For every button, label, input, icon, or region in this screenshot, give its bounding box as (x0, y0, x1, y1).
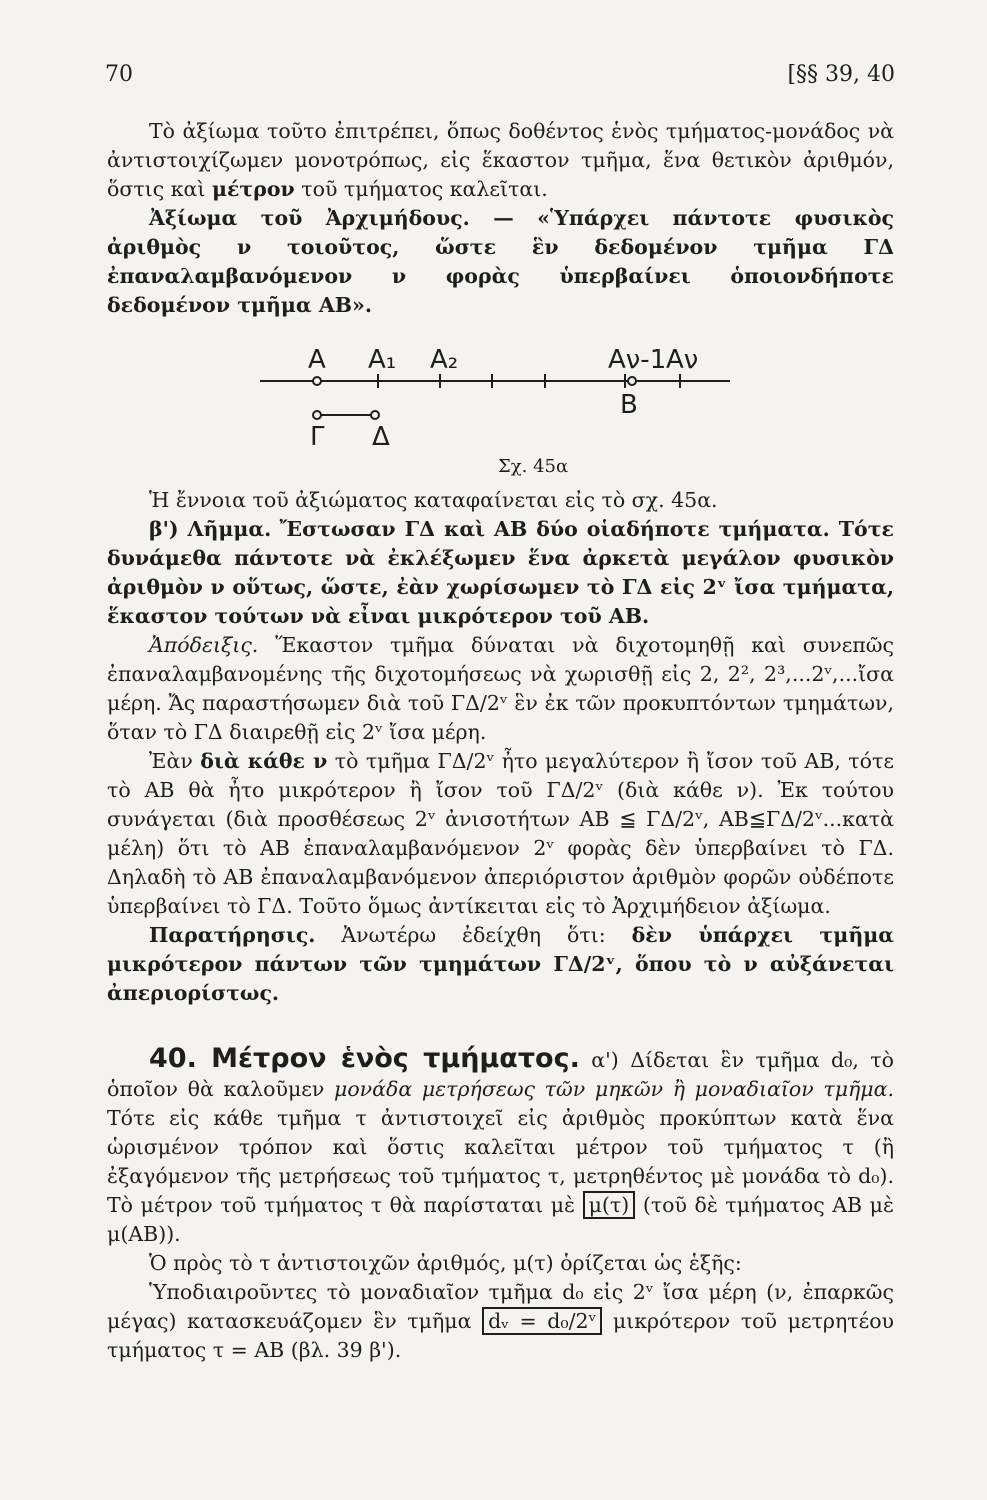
axiom-text: Ἀξίωμα τοῦ Ἀρχιμήδους. — «Ὑπάρχει πάντοτε φυσικὸς ἀριθμὸς ν τοιοῦτος, ὥστε ἓν δεδομένον τμῆμα ΓΔ ἐπαναλαμβανόμενον ν φορὰς ὑπερβαίνει ὁποιονδήποτε δεδομένον τμῆμα ΑΒ». (107, 206, 894, 317)
dv-formula-box: dᵥ = d₀/2ᵛ (482, 1307, 602, 1335)
subdivision-text-a: Ὑποδιαιροῦντες τὸ μοναδιαῖον τμῆμα d₀ εἰς 2ᵛ ἴσα μέρη (ν, ἐπαρκῶς μέγας) κατασκευάζομεν ἓν τμῆμα (107, 1280, 894, 1333)
page-header (105, 62, 895, 90)
label-anm1: Αν-1 (608, 345, 667, 375)
proof-label: Ἀπόδειξις. (149, 633, 259, 657)
paragraph-axiom (107, 204, 894, 320)
text-block-section-40 (107, 1044, 894, 1365)
remark-bold: δὲν ὑπάρχει τμῆμα μικρότερον πάντων τῶν τμημάτων ΓΔ/2ᵛ, ὅπου τὸ ν αὐξάνεται ἀπεριορίστως. (107, 923, 894, 1005)
paragraph-remark (107, 921, 894, 1008)
figure-caption: Σχ. 45α (498, 456, 569, 477)
section-reference: [§§ 39, 40 (787, 62, 895, 87)
paragraph-figure-ref: Ἡ ἔννοια τοῦ ἀξιώματος καταφαίνεται εἰς τὸ σχ. 45α. (149, 488, 718, 512)
argument-start: Ἐὰν (149, 749, 193, 773)
paragraph-lemma (107, 515, 894, 631)
text-block-middle (107, 486, 894, 1008)
label-g: Γ (310, 422, 325, 452)
section-40-text-b: Τότε εἰς κάθε τμῆμα τ ἀντιστοιχεῖ εἰς ἀριθμὸς προκύπτων κατὰ ἕνα ὡρισμένον τρόπον καὶ ὅστις καλεῖται μέτρον τοῦ τμήματος τ (ἢ ἐξαγόμενον τῆς μετρήσεως τοῦ τμήματος τ, μετρηθέντος μὲ μονάδα τὸ d₀). Τὸ μέτρον τοῦ τμήματος τ θὰ παρίσταται μὲ (107, 1106, 894, 1217)
lemma-text: Ἔστωσαν ΓΔ καὶ ΑΒ δύο οἱαδήποτε τμήματα. Τότε δυνάμεθα πάντοτε νὰ ἐκλέξωμεν ἕνα ἀρκετὰ μεγάλον φυσικὸν ἀριθμὸν ν οὕτως, ὥστε, ἐὰν χωρίσωμεν τὸ ΓΔ εἰς 2ᵛ ἴσα τμήματα, ἕκαστον τούτων νὰ εἶναι μικρότερον τοῦ ΑΒ. (107, 517, 894, 628)
label-d: Δ (372, 422, 390, 452)
paragraph-proof (107, 631, 894, 747)
intro-text: Τὸ ἀξίωμα τοῦτο ἐπιτρέπει, ὅπως δοθέντος ἑνὸς τμήματος-μονάδος νὰ ἀντιστοιχίζωμεν μονοτρόπως, εἰς ἕκαστον τμῆμα, ἕνα θετικὸν ἀριθμόν, ὅστις καὶ (107, 119, 894, 201)
point-b (628, 377, 636, 385)
paragraph-argument (107, 747, 894, 921)
point-a (313, 377, 321, 385)
text-block-top (107, 117, 894, 320)
label-a: Α (308, 345, 326, 375)
intro-end: τοῦ τμήματος καλεῖται. (301, 177, 548, 201)
page-number: 70 (105, 62, 133, 87)
measure-symbol-box: μ(τ) (583, 1191, 636, 1219)
lemma-label: β') Λῆμμα. (149, 517, 272, 541)
section-40-title: 40. Μέτρον ἑνὸς τμήματος. (149, 1043, 580, 1074)
label-a2: Α₂ (430, 345, 459, 375)
point-d (371, 411, 379, 419)
label-an: Αν (666, 345, 699, 375)
figure-45a (260, 345, 740, 482)
point-g (313, 411, 321, 419)
paragraph-subdivision (107, 1278, 894, 1365)
argument-bold: διὰ κάθε ν (200, 749, 328, 773)
paragraph-intro (107, 117, 894, 204)
paragraph-definition: Ὁ πρὸς τὸ τ ἀντιστοιχῶν ἀριθμός, μ(τ) ὁρίζεται ὡς ἑξῆς: (149, 1251, 742, 1275)
proof-text: Ἕκαστον τμῆμα δύναται νὰ διχοτομηθῇ καὶ συνεπῶς ἐπαναλαμβανομένης τῆς διχοτομήσεως νὰ χωρισθῇ εἰς 2, 2², 2³,...2ᵛ,...ἴσα μέρη. Ἄς παραστήσωμεν διὰ τοῦ ΓΔ/2ᵛ ἓν ἐκ τῶν προκυπτόντων τμημάτων, ὅταν τὸ ΓΔ διαιρεθῇ εἰς 2ᵛ ἴσα μέρη. (107, 633, 894, 744)
label-b: Β (620, 390, 638, 420)
section-40-text-a: α') Δίδεται ἓν τμῆμα d₀, τὸ ὁποῖον θὰ καλοῦμεν (107, 1048, 894, 1101)
remark-label: Παρατήρησις. (149, 923, 316, 947)
label-a1: Α₁ (368, 345, 397, 375)
argument-text: τὸ τμῆμα ΓΔ/2ᵛ ἦτο μεγαλύτερον ἢ ἴσον τοῦ ΑΒ, τότε τὸ ΑΒ θὰ ἦτο μικρότερον ἢ ἴσον τοῦ ΓΔ/2ᵛ (διὰ κάθε ν). Ἐκ τούτου συνάγεται (διὰ προσθέσεως 2ᵛ ἀνισοτήτων ΑΒ ≦ ΓΔ/2ᵛ, ΑΒ≦ΓΔ/2ᵛ...κατὰ μέλη) ὅτι τὸ ΑΒ ἐπαναλαμβανόμενον 2ᵛ φορὰς δὲν ὑπερβαίνει τὸ ΓΔ. Δηλαδὴ τὸ ΑΒ ἐπαναλαμβανόμενον ἀπεριόριστον ἀριθμὸν φορῶν οὐδέποτε ὑπερβαίνει τὸ ΓΔ. Τοῦτο ὅμως ἀντίκειται εἰς τὸ Ἀρχιμήδειον ἀξίωμα. (107, 749, 894, 918)
subdivision-text-b: μικρότερον τοῦ μετρητέου τμήματος τ = ΑΒ (βλ. 39 β'). (107, 1309, 894, 1362)
section-40-text-c: (τοῦ δὲ τμήματος ΑΒ μὲ μ(ΑΒ)). (107, 1193, 894, 1246)
paragraph-section-40 (107, 1044, 894, 1249)
remark-text: Ἀνωτέρω ἐδείχθη ὅτι: (341, 923, 606, 947)
intro-bold: μέτρον (211, 177, 295, 201)
section-40-italic: μονάδα μετρήσεως τῶν μηκῶν ἢ μοναδιαῖον τμῆμα. (334, 1077, 894, 1101)
